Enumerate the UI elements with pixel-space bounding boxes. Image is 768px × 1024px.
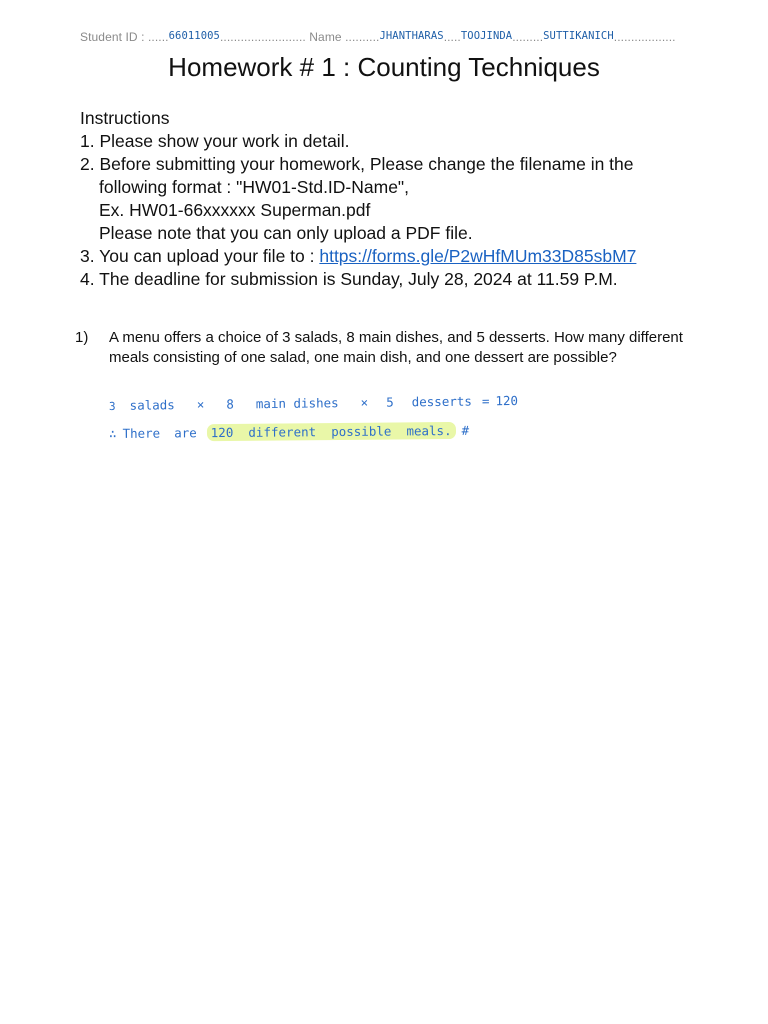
answer-number: 3 — [108, 399, 116, 413]
upload-form-link[interactable]: https://forms.gle/P2wHfMUm33D85sbM7 — [319, 246, 637, 266]
instruction-item-2-example: Ex. HW01-66xxxxxx Superman.pdf — [99, 200, 371, 220]
middle-name-value: TOOJINDA — [460, 30, 513, 42]
answer-number: 5 — [386, 394, 394, 410]
header-dots: .................. — [613, 30, 676, 44]
last-name-value: SUTTIKANICH — [543, 30, 614, 42]
student-header — [80, 30, 676, 44]
instructions-block — [80, 107, 740, 291]
answer-number: 8 — [226, 396, 234, 412]
multiply-symbol: × — [360, 394, 369, 410]
instruction-item-3-text: 3. You can upload your file to : — [80, 246, 320, 266]
answer-word: are — [174, 425, 197, 441]
answer-word: desserts — [411, 393, 472, 410]
answer-result: 120 — [495, 393, 519, 409]
end-mark: # — [461, 422, 470, 438]
answer-calculation — [109, 393, 518, 413]
header-dots: ......... — [512, 30, 544, 44]
student-id-value: 66011005 — [168, 30, 220, 42]
question-text: A menu offers a choice of 3 salads, 8 main dishes, and 5 desserts. How many different meals consisting of one salad, one main dish, and one dessert are possible? — [109, 329, 683, 366]
question-1 — [75, 328, 685, 368]
instruction-item-3 — [80, 245, 740, 268]
student-id-label: Student ID : ...... — [80, 30, 169, 44]
instructions-heading: Instructions — [80, 108, 170, 128]
question-number: 1) — [75, 329, 89, 346]
instruction-item-2: 2. Before submitting your homework, Please change the filename in the — [80, 154, 634, 174]
page-title: Homework # 1 : Counting Techniques — [168, 52, 600, 82]
instruction-item-2-format: following format : "HW01-Std.ID-Name", — [99, 177, 410, 197]
answer-word: There — [122, 425, 161, 441]
equals-symbol: = — [481, 393, 490, 409]
name-label: Name .......... — [309, 30, 380, 44]
header-dots: ..... — [443, 30, 461, 44]
highlighted-answer: 120 different possible meals. — [207, 422, 456, 441]
answer-word: salads — [129, 397, 175, 413]
answer-conclusion — [109, 422, 469, 442]
header-dots: ......................... — [219, 30, 310, 44]
instruction-item-1: 1. Please show your work in detail. — [80, 131, 350, 151]
instruction-item-2-note: Please note that you can only upload a PDF file. — [99, 223, 473, 243]
first-name-value: JHANTHARAS — [379, 30, 444, 42]
therefore-symbol: ∴ — [108, 425, 117, 441]
answer-word: main dishes — [255, 395, 339, 412]
instruction-item-4: 4. The deadline for submission is Sunday, July 28, 2024 at 11.59 P.M. — [80, 269, 618, 289]
multiply-symbol: × — [196, 396, 205, 412]
